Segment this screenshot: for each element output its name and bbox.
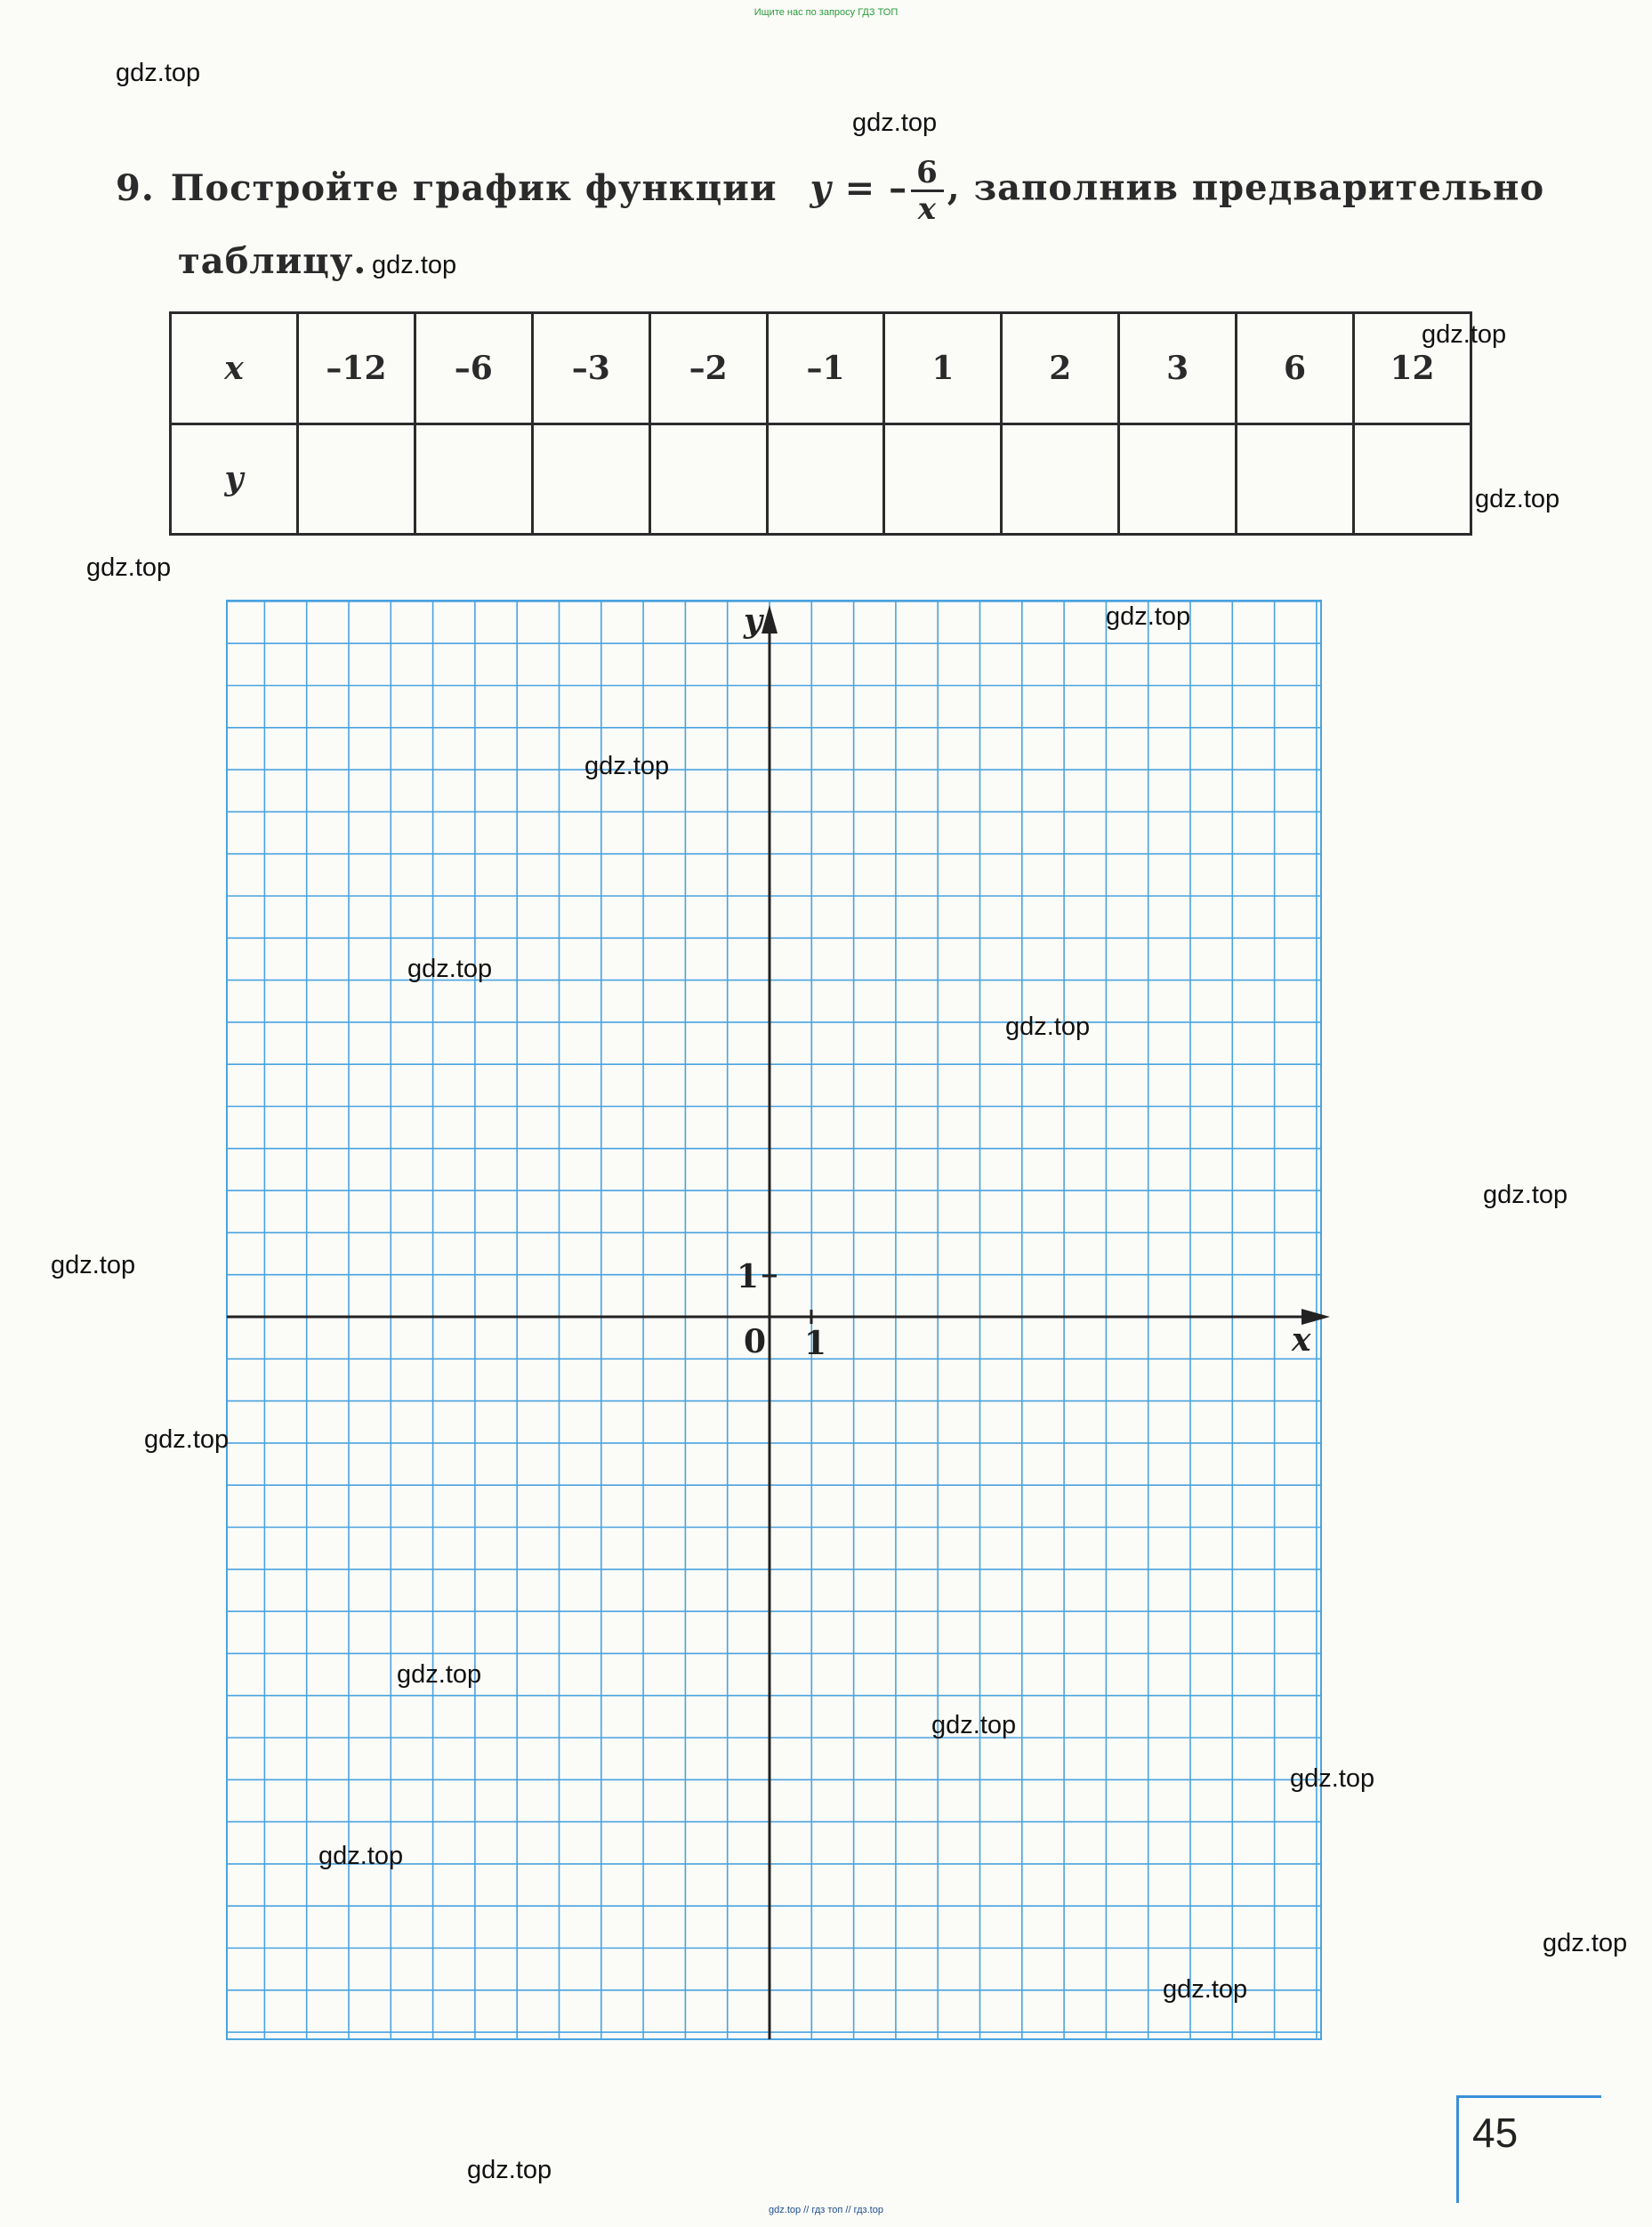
- table-x-cell: 3: [1119, 313, 1237, 424]
- table-x-cell: –3: [532, 313, 649, 424]
- top-banner: Ищите нас по запросу ГДЗ ТОП: [753, 7, 899, 18]
- formula-y: y: [810, 166, 832, 209]
- table-x-cell: 6: [1237, 313, 1354, 424]
- grid-lines: [227, 601, 1321, 2039]
- y-unit-label: 1: [737, 1258, 760, 1295]
- watermark: gdz.top: [372, 251, 457, 279]
- watermark: gdz.top: [1422, 320, 1507, 349]
- task-number: 9.: [116, 166, 155, 209]
- watermark: gdz.top: [51, 1251, 136, 1279]
- table-x-cell: –6: [415, 313, 532, 424]
- watermark: gdz.top: [1106, 602, 1191, 631]
- watermark: gdz.top: [86, 553, 172, 582]
- task-text: Постройте график функции: [170, 166, 778, 209]
- task-text-line2: таблицу.: [178, 240, 367, 282]
- watermark: gdz.top: [1290, 1764, 1375, 1793]
- formula-denominator: x: [917, 191, 938, 227]
- origin-label: 0: [744, 1323, 767, 1360]
- formula-numerator: 6: [911, 156, 944, 192]
- watermark: gdz.top: [852, 109, 938, 137]
- watermark: gdz.top: [318, 1842, 404, 1870]
- table-y-header: y: [171, 424, 298, 535]
- watermark: gdz.top: [931, 1711, 1017, 1739]
- table-x-cell: –12: [298, 313, 415, 424]
- page-number: 45: [1472, 2110, 1519, 2156]
- watermark: gdz.top: [1475, 485, 1560, 513]
- table-x-header: x: [171, 313, 298, 424]
- watermark: gdz.top: [1005, 1013, 1091, 1041]
- y-axis-arrow-icon: [762, 605, 778, 633]
- table-x-cell: 2: [1002, 313, 1119, 424]
- x-axis-label: x: [1292, 1321, 1311, 1359]
- watermark: gdz.top: [116, 59, 201, 87]
- bottom-banner: gdz.top // гдз топ // гдз.top: [769, 2205, 883, 2215]
- watermark: gdz.top: [584, 752, 670, 780]
- table-x-cell: 1: [884, 313, 1002, 424]
- watermark: gdz.top: [397, 1660, 482, 1689]
- formula-eq: = –: [831, 166, 908, 209]
- watermark: gdz.top: [1483, 1181, 1568, 1209]
- table-x-cell: –1: [767, 313, 884, 424]
- x-unit-label: 1: [804, 1325, 827, 1362]
- y-axis-label: y: [744, 602, 762, 640]
- watermark: gdz.top: [1163, 1975, 1248, 2004]
- watermark: gdz.top: [144, 1425, 230, 1454]
- task-text-after: , заполнив предварительно: [947, 166, 1545, 209]
- watermark: gdz.top: [407, 955, 493, 983]
- table-x-cell: –2: [649, 313, 767, 424]
- watermark: gdz.top: [1543, 1929, 1628, 1957]
- watermark: gdz.top: [467, 2156, 552, 2184]
- table-x-cell: 12: [1354, 313, 1471, 424]
